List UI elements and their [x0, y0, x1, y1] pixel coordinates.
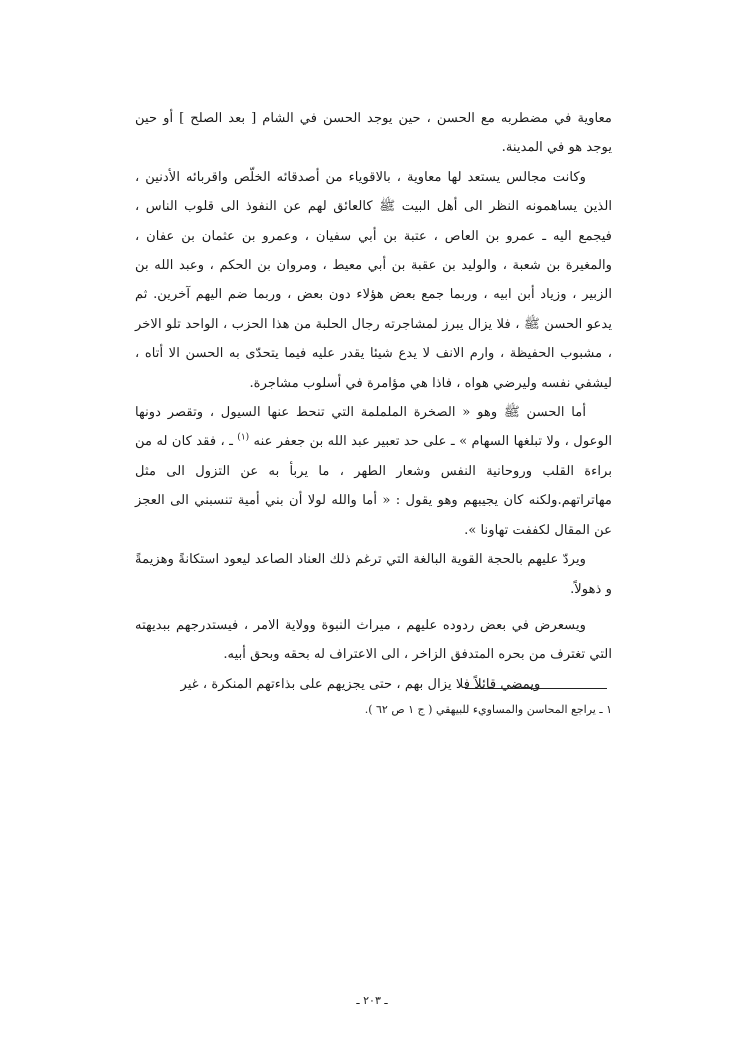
paragraph-5: ويسعرض في بعض ردوده عليهم ، ميراث النبوة وولاية الامر ، فيستدرجهم ببديهته التي تغترف من بحره المتدفق الزاخر ، الى الاعتراف له بحقه وبحق أبيه.	[135, 617, 612, 663]
body-text	[135, 104, 612, 699]
page-number: ـ ٢٠٣ ـ	[356, 994, 388, 1007]
paragraph-6: ويمضي قائلاً فلا يزال بهم ، حتى يجزيهم على بذاءتهم المنكرة ، غير	[180, 676, 541, 692]
paragraph-3-text-b: ـ ، فقد كان له من براءة القلب وروحانية النفس وشعار الطهر ، ما يربأ به عن التزول الى مثل مهاتراتهم.ولكنه كان يجيبهم وهو يقول : « أما والله لولا أن بني أمية تنسبني الى العجز عن المقال لكففت تهاونا ».	[135, 434, 612, 538]
paragraph-2: وكانت مجالس يستعد لها معاوية ، بالاقوياء من أصدقائه الخلّص واقربائه الأدنين ، الذين يساهمونه النظر الى أهل البيت ﷺ كالعائق لهم عن النفوذ الى قلوب الناس ، فيجمع اليه ـ عمرو بن العاص ، عتبة بن أبي سفيان ، وعمرو بن عثمان بن عفان ، والمغيرة بن شعبة ، والوليد بن عقبة بن أبي معيط ، ومروان بن الحكم ، وعبد الله بن الزبير ، وزياد أبن ابيه ، وربما جمع بعض هؤلاء دون بعض ، وربما ضم اليهم آخرين. ثم يدعو الحسن ﷺ ، فلا يزال يبرز لمشاجرته رجال الحلبة من هذا الحزب ، الواحد تلو الاخر ، مشبوب الحفيظة ، وارم الانف لا يدع شيئا يقدر عليه فيما يتحدّى به الحسن الا أتاه ، ليشفي نفسه وليرضي هواه ، فاذا هي مؤامرة في أسلوب مشاجرة.	[135, 169, 612, 391]
paragraph-1: معاوية في مضطربه مع الحسن ، حين يوجد الحسن في الشام [ بعد الصلح ] أو حين يوجد هو في المدينة.	[135, 111, 612, 156]
footnote-marker: (١)	[237, 433, 250, 444]
paragraph-4: ويردّ عليهم بالحجة القوية البالغة التي ترغم ذلك العناد الصاعد ليعود استكانةً وهزيمةً و ذهولاً.	[135, 552, 612, 597]
footnote: ١ ـ يراجع المحاسن والمساويء للبيهقي ( ج ١ ص ٦٢ ).	[364, 703, 612, 716]
footnote-separator	[465, 688, 607, 689]
paragraph-3-text-a: أما الحسن ﷺ وهو « الصخرة الململمة التي تنحط عنها السيول ، وتقصر دونها الوعول ، ولا تبلغها السهام » ـ على حد تعبير عبد الله بن جعفر عنه	[135, 405, 612, 450]
paragraph-3	[135, 398, 612, 545]
